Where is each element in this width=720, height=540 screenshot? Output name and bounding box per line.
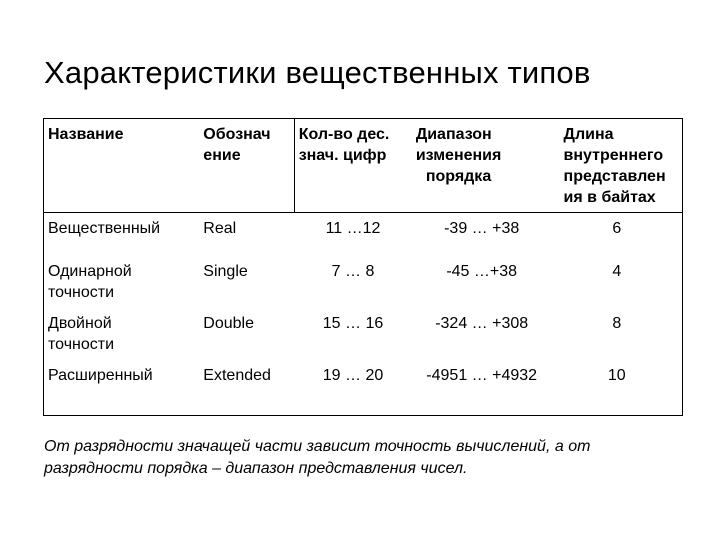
cell-designation: Extended xyxy=(203,366,271,384)
table-row xyxy=(44,256,683,308)
cell-designation: Double xyxy=(203,314,254,332)
cell-digits: 11 …12 xyxy=(325,220,381,237)
cell-length: 6 xyxy=(612,220,622,237)
footnote-line: разрядности порядка – диапазон представления чисел. xyxy=(44,460,468,477)
footnote-line: От разрядности значащей части зависит точность вычислений, а от xyxy=(44,438,591,455)
slide-title: Характеристики вещественных типов xyxy=(44,55,591,90)
cell-digits: 19 … 20 xyxy=(322,366,384,384)
cell-digits: 15 … 16 xyxy=(322,314,384,332)
cell-length: 10 xyxy=(607,366,626,384)
table-row xyxy=(44,360,683,416)
cell-length: 8 xyxy=(612,314,622,332)
real-types-table xyxy=(43,118,683,416)
cell-designation: Single xyxy=(203,262,248,280)
header-designation: Обознач ение xyxy=(199,119,294,213)
cell-name: Одинарной точности xyxy=(48,262,132,301)
table-row xyxy=(44,213,683,256)
header-digits: Кол-во дес. знач. цифр xyxy=(294,119,412,213)
header-length: Длина внутреннего представлен ия в байтах xyxy=(552,119,683,213)
cell-range: -4951 … +4932 xyxy=(426,366,538,384)
cell-designation: Real xyxy=(203,220,237,237)
cell-name: Двойной точности xyxy=(48,314,115,353)
footnote xyxy=(44,436,694,480)
cell-range: -324 … +308 xyxy=(435,314,529,332)
cell-name: Расширенный xyxy=(48,366,153,384)
cell-digits: 7 … 8 xyxy=(331,262,375,280)
table-header-row xyxy=(44,119,683,213)
header-name: Название xyxy=(44,119,200,213)
cell-range: -45 …+38 xyxy=(446,262,518,280)
cell-range: -39 … +38 xyxy=(444,220,520,237)
table-row xyxy=(44,308,683,360)
cell-name: Вещественный xyxy=(48,220,161,237)
cell-length: 4 xyxy=(612,262,622,280)
header-range: Диапазон изменения порядка xyxy=(412,119,552,213)
